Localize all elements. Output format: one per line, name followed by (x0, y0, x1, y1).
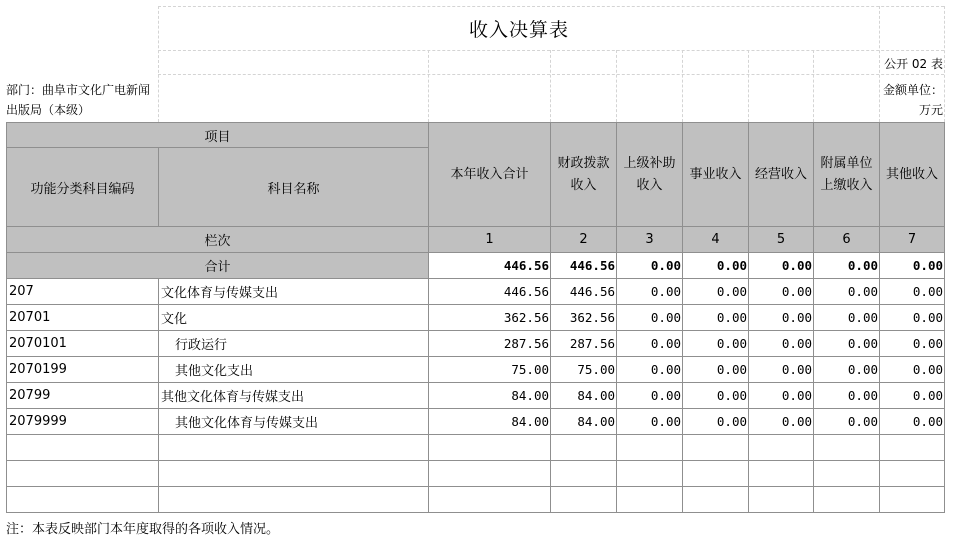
footnote: 注：本表反映部门本年度取得的各项收入情况。 (6, 522, 280, 537)
amount-cell: 0.00 (683, 383, 749, 409)
total-value: 0.00 (749, 253, 814, 279)
subject-code: 20701 (7, 305, 159, 331)
amount-cell: 0.00 (880, 279, 945, 305)
table-row (7, 331, 945, 357)
subject-name: 其他文化体育与传媒支出 (159, 383, 429, 409)
amount-cell: 0.00 (814, 305, 880, 331)
gridline (748, 50, 749, 122)
revenue-table (6, 122, 945, 513)
amount-cell: 0.00 (814, 357, 880, 383)
empty-rows (7, 435, 945, 513)
amount-cell: 287.56 (429, 331, 551, 357)
amount-cell: 0.00 (617, 357, 683, 383)
subject-code: 20799 (7, 383, 159, 409)
amount-cell: 0.00 (880, 383, 945, 409)
amount-cell: 0.00 (814, 279, 880, 305)
subject-name: 文化 (159, 305, 429, 331)
subject-name: 文化体育与传媒支出 (159, 279, 429, 305)
amount-cell: 0.00 (617, 409, 683, 435)
gridline (158, 74, 944, 75)
empty-cell (880, 487, 945, 513)
empty-cell (880, 435, 945, 461)
index-number: 5 (749, 227, 814, 253)
index-number: 6 (814, 227, 880, 253)
amount-cell: 0.00 (749, 279, 814, 305)
total-value: 0.00 (814, 253, 880, 279)
amount-cell: 0.00 (749, 383, 814, 409)
unit-label: 金额单位： (882, 83, 943, 97)
amount-cell: 362.56 (551, 305, 617, 331)
total-value: 446.56 (429, 253, 551, 279)
amount-cell: 0.00 (683, 409, 749, 435)
amount-cell: 0.00 (814, 409, 880, 435)
empty-cell (683, 461, 749, 487)
subject-code: 207 (7, 279, 159, 305)
col-header: 其他收入 (880, 123, 945, 227)
empty-cell (617, 487, 683, 513)
index-number: 1 (429, 227, 551, 253)
page-title: 收入决算表 (468, 18, 569, 41)
index-number: 7 (880, 227, 945, 253)
amount-cell: 0.00 (749, 357, 814, 383)
empty-cell (814, 461, 880, 487)
empty-cell (7, 487, 159, 513)
amount-cell: 75.00 (429, 357, 551, 383)
name-col-header: 科目名称 (159, 148, 429, 227)
empty-cell (683, 435, 749, 461)
empty-cell (617, 461, 683, 487)
department-label: 部门：曲阜市文化广电新闻出版局（本级） (6, 83, 151, 117)
subject-name: 其他文化体育与传媒支出 (159, 409, 429, 435)
col-header: 经营收入 (749, 123, 814, 227)
amount-cell: 446.56 (551, 279, 617, 305)
data-rows (7, 279, 945, 435)
amount-cell: 0.00 (880, 357, 945, 383)
subject-code: 2079999 (7, 409, 159, 435)
index-number: 4 (683, 227, 749, 253)
empty-cell (429, 487, 551, 513)
subject-code: 2070101 (7, 331, 159, 357)
gridline (616, 50, 617, 122)
gridline (944, 6, 945, 122)
amount-cell: 84.00 (429, 383, 551, 409)
empty-cell (749, 487, 814, 513)
empty-cell (551, 487, 617, 513)
table-row (7, 409, 945, 435)
amount-cell: 75.00 (551, 357, 617, 383)
gridline (158, 50, 944, 51)
total-label: 合计 (7, 253, 429, 279)
empty-cell (617, 435, 683, 461)
total-value: 446.56 (551, 253, 617, 279)
amount-cell: 0.00 (683, 279, 749, 305)
empty-cell (159, 435, 429, 461)
subject-name: 行政运行 (159, 331, 429, 357)
index-number: 2 (551, 227, 617, 253)
gridline (550, 50, 551, 122)
empty-cell (7, 435, 159, 461)
empty-cell (7, 461, 159, 487)
amount-cell: 0.00 (617, 383, 683, 409)
amount-cell: 362.56 (429, 305, 551, 331)
amount-cell: 0.00 (617, 279, 683, 305)
amount-cell: 0.00 (880, 305, 945, 331)
amount-cell: 0.00 (683, 331, 749, 357)
col-header: 财政拨款收入 (551, 123, 617, 227)
unit-block (883, 80, 943, 120)
amount-cell: 84.00 (551, 409, 617, 435)
item-group-header: 项目 (7, 123, 429, 148)
empty-cell (683, 487, 749, 513)
amount-cell: 0.00 (814, 383, 880, 409)
amount-cell: 287.56 (551, 331, 617, 357)
index-label: 栏次 (7, 227, 429, 253)
empty-cell (749, 435, 814, 461)
amount-cell: 446.56 (429, 279, 551, 305)
table-row (7, 383, 945, 409)
total-value: 0.00 (683, 253, 749, 279)
empty-cell (814, 435, 880, 461)
amount-cell: 0.00 (880, 331, 945, 357)
total-value: 0.00 (880, 253, 945, 279)
total-row (7, 253, 945, 279)
form-number: 公开 02 表 (884, 57, 943, 71)
amount-cell: 0.00 (683, 357, 749, 383)
amount-cell: 0.00 (683, 305, 749, 331)
empty-cell (880, 461, 945, 487)
empty-cell (159, 487, 429, 513)
amount-cell: 0.00 (617, 331, 683, 357)
table-row (7, 357, 945, 383)
amount-cell: 0.00 (814, 331, 880, 357)
col-header: 本年收入合计 (429, 123, 551, 227)
subject-name: 其他文化支出 (159, 357, 429, 383)
empty-cell (159, 461, 429, 487)
empty-cell (814, 487, 880, 513)
header-row (7, 123, 945, 148)
index-row (7, 227, 945, 253)
gridline (428, 50, 429, 122)
gridline (813, 50, 814, 122)
index-number: 3 (617, 227, 683, 253)
amount-cell: 0.00 (749, 305, 814, 331)
empty-cell (429, 435, 551, 461)
unit-value: 万元 (918, 103, 943, 117)
empty-cell (429, 461, 551, 487)
empty-row (7, 461, 945, 487)
amount-cell: 0.00 (749, 331, 814, 357)
empty-row (7, 487, 945, 513)
gridline (682, 50, 683, 122)
total-value: 0.00 (617, 253, 683, 279)
col-header: 事业收入 (683, 123, 749, 227)
amount-cell: 0.00 (749, 409, 814, 435)
gridline (158, 6, 944, 7)
amount-cell: 84.00 (551, 383, 617, 409)
table-row (7, 279, 945, 305)
amount-cell: 0.00 (617, 305, 683, 331)
empty-cell (551, 461, 617, 487)
empty-cell (551, 435, 617, 461)
col-header: 附属单位上缴收入 (814, 123, 880, 227)
amount-cell: 84.00 (429, 409, 551, 435)
empty-cell (749, 461, 814, 487)
code-col-header: 功能分类科目编码 (7, 148, 159, 227)
subject-code: 2070199 (7, 357, 159, 383)
amount-cell: 0.00 (880, 409, 945, 435)
table-row (7, 305, 945, 331)
empty-row (7, 435, 945, 461)
col-header: 上级补助收入 (617, 123, 683, 227)
